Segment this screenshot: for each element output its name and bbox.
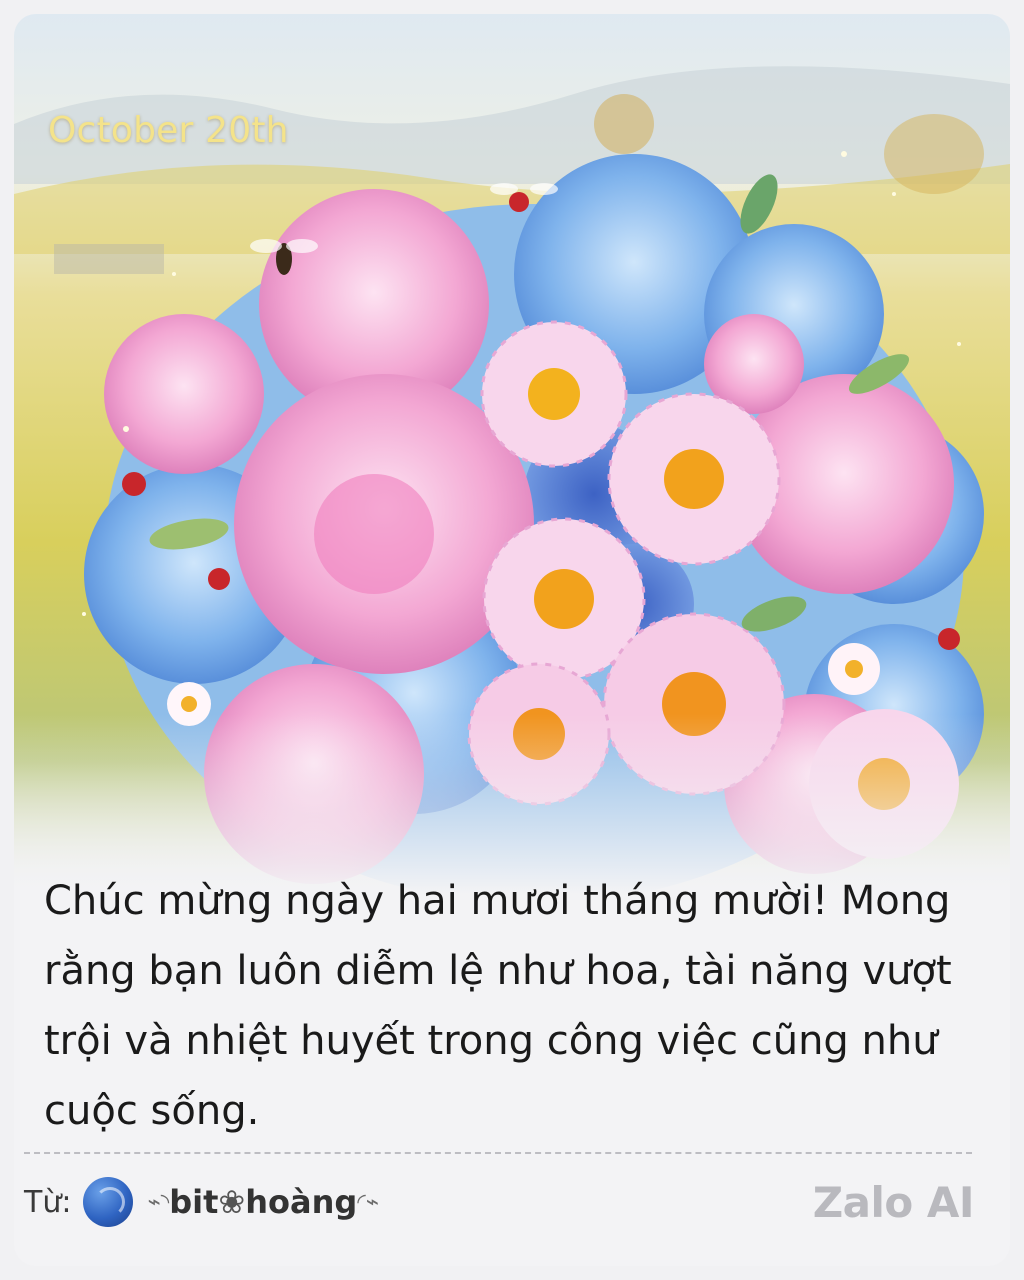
greeting-card xyxy=(14,14,1010,1266)
sender-name-part2: hoàng xyxy=(245,1183,358,1221)
greeting-message: Chúc mừng ngày hai mươi tháng mười! Mong rằng bạn luôn diễm lệ như hoa, tài năng vượt trội và nhiệt huyết trong công việc cũng như cuộc sống. xyxy=(44,878,952,1134)
dashed-divider xyxy=(24,1152,972,1154)
decoration-right-icon: ◜⌁ xyxy=(357,1189,380,1215)
avatar[interactable] xyxy=(83,1177,133,1227)
zalo-ai-logo: Zalo AI xyxy=(812,1177,974,1227)
sender-name[interactable] xyxy=(169,1183,357,1221)
flower-bouquet-image xyxy=(14,14,1010,894)
flower-icon: ❀ xyxy=(218,1183,246,1221)
decoration-left-icon: ⌁◝ xyxy=(147,1189,170,1215)
footer xyxy=(24,1172,974,1232)
date-label: October 20th xyxy=(48,110,289,151)
from-label: Từ: xyxy=(24,1184,72,1220)
sender-name-part1: bit xyxy=(169,1183,219,1221)
